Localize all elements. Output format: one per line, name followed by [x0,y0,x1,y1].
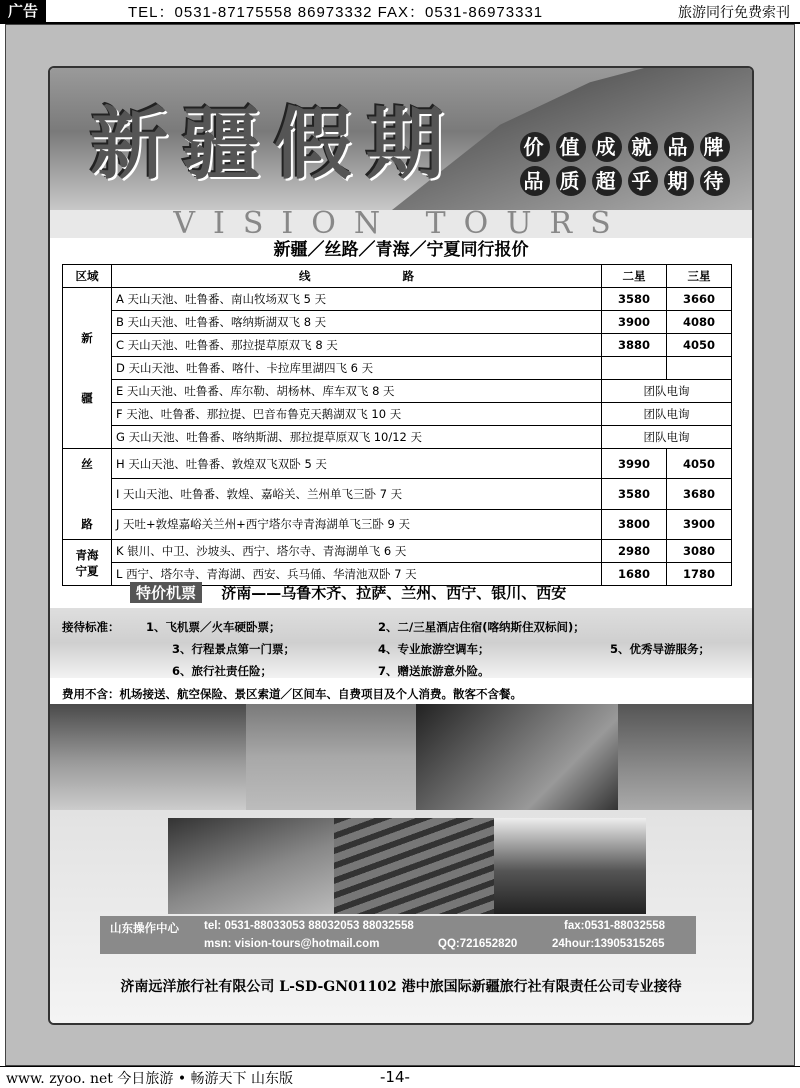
banner [50,68,752,210]
advert-poster [48,66,754,1025]
photo-desert-tree [246,704,416,810]
contact-fax: fax:0531-88032558 [564,920,666,932]
top-bar [0,0,800,24]
photo-sand-dunes [334,818,494,914]
photo-forest-river [50,704,246,810]
service-standards [62,616,742,682]
standard-item: 1、飞机票／火车硬卧票； [146,620,281,634]
price-3star: 3660 [667,288,732,311]
contact-msn: msn: vision-tours@hotmail.com [204,938,380,950]
header-route: 线 路 [112,265,602,288]
header-2star: 二星 [602,265,667,288]
photo-river-valley [416,704,618,810]
header-3star: 三星 [667,265,732,288]
route-cell: E 天山天池、吐鲁番、库尔勒、胡杨林、库车双飞 8 天 [112,380,602,403]
table-row [63,380,732,403]
contact-qq: QQ:721652820 [438,938,518,950]
slogan-line-2: 品 质 超 乎 期 待 [520,166,736,196]
price-2star: 2980 [602,540,667,563]
footer-rule [0,1066,800,1067]
table-row [63,357,732,380]
header-contact: TEL：0531-87175558 86973332 FAX：0531-86973331 [128,4,544,21]
table-row [63,334,732,357]
region-silk-road: 丝 路 [63,449,112,540]
table-row [63,479,732,509]
price-3star: 4050 [667,449,732,479]
route-cell: C 天山天池、吐鲁番、那拉提草原双飞 8 天 [112,334,602,357]
route-cell: K 银川、中卫、沙坡头、西宁、塔尔寺、青海湖单飞 6 天 [112,540,602,563]
route-cell: A 天山天池、吐鲁番、南山牧场双飞 5 天 [112,288,602,311]
standards-label: 接待标准： [62,620,120,634]
price-2star: 3990 [602,449,667,479]
photo-mountain-lake [494,818,646,914]
footer-site: www. zyoo. net 今日旅游 • 畅游天下 山东版 [6,1071,293,1087]
team-enquiry: 团队电询 [602,426,732,449]
operation-center: 山东操作中心 [110,923,179,935]
standard-item: 5、优秀导游服务； [610,642,711,656]
price-2star: 3580 [602,288,667,311]
route-cell: D 天山天池、吐鲁番、喀什、卡拉库里湖四飞 6 天 [112,357,602,380]
team-enquiry: 团队电询 [602,403,732,426]
price-2star [602,357,667,380]
price-2star: 3900 [602,311,667,334]
route-cell: I 天山天池、吐鲁番、敦煌、嘉峪关、兰州单飞三卧 7 天 [112,479,602,509]
page-number: -14- [380,1068,410,1086]
table-row [63,288,732,311]
ad-tag: 广告 [0,0,46,22]
team-enquiry: 团队电询 [602,380,732,403]
table-row [63,509,732,539]
exclusions: 费用不含：机场接送、航空保险、景区索道／区间车、自费项目及个人消费。散客不含餐。 [62,687,522,701]
price-3star [667,357,732,380]
table-row [63,403,732,426]
photo-grassland-road [168,818,334,914]
banner-title: 新疆假期 [90,99,459,190]
price-3star: 3900 [667,509,732,539]
standard-item: 7、赠送旅游意外险。 [378,664,490,678]
route-cell: L 西宁、塔尔寺、青海湖、西安、兵马俑、华清池双卧 7 天 [112,563,602,586]
route-cell: F 天池、吐鲁番、那拉提、巴音布鲁克天鹅湖双飞 10 天 [112,403,602,426]
photo-poplar-trees [618,704,752,810]
special-ticket-label: 特价机票 [130,582,202,603]
standard-item: 2、二/三星酒店住宿(喀纳斯住双标间)； [378,620,585,634]
price-table [62,264,732,586]
slogan-line-1: 价 值 成 就 品 牌 [520,132,736,162]
price-2star: 1680 [602,563,667,586]
route-cell: H 天山天池、吐鲁番、敦煌双飞双卧 5 天 [112,449,602,479]
contact-hotline: 24hour:13905315265 [552,938,665,950]
brand-logo: VISION TOURS [50,210,752,238]
price-2star: 3580 [602,479,667,509]
route-cell: B 天山天池、吐鲁番、喀纳斯湖双飞 8 天 [112,311,602,334]
header-region: 区域 [63,265,112,288]
price-3star: 3080 [667,540,732,563]
standard-item: 3、行程景点第一门票； [172,642,296,656]
standard-item: 6、旅行社责任险； [172,664,273,678]
price-3star: 4050 [667,334,732,357]
special-ticket-routes: 济南——乌鲁木齐、拉萨、兰州、西宁、银川、西安 [221,584,567,602]
contact-tel: tel: 0531-88033053 88032053 88032558 [204,920,414,932]
quote-title: 新疆／丝路／青海／宁夏同行报价 [50,238,752,262]
price-3star: 3680 [667,479,732,509]
free-index-label: 旅游同行免费索刊 [678,5,790,21]
price-3star: 1780 [667,563,732,586]
table-row [63,449,732,479]
route-cell: G 天山天池、吐鲁番、喀纳斯湖、那拉提草原双飞 10/12 天 [112,426,602,449]
contact-box [100,916,696,954]
region-xinjiang: 新 疆 [63,288,112,449]
company-line: 济南远洋旅行社有限公司 L-SD-GN01102 港中旅国际新疆旅行社有限责任公司专业接待 [120,979,682,995]
table-row [63,426,732,449]
standard-item: 4、专业旅游空调车； [378,642,490,656]
region-qinghai-ningxia: 青海 宁夏 [63,540,112,586]
price-2star: 3800 [602,509,667,539]
price-3star: 4080 [667,311,732,334]
table-header-row [63,265,732,288]
table-row [63,540,732,563]
route-cell: J 天吐+敦煌嘉峪关兰州+西宁塔尔寺青海湖单飞三卧 9 天 [112,509,602,539]
table-row [63,311,732,334]
price-2star: 3880 [602,334,667,357]
special-ticket-row [62,582,732,604]
